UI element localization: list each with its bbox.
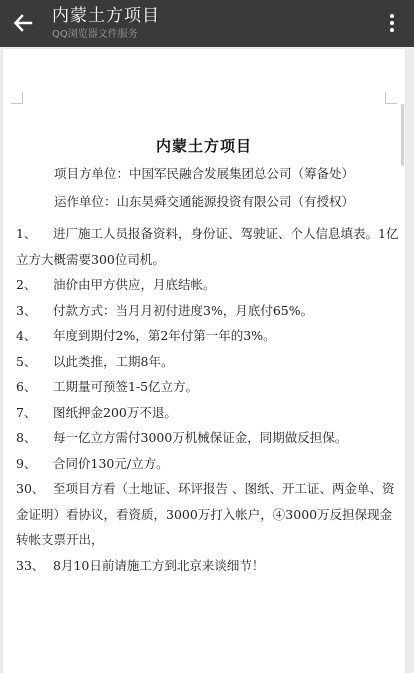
item-number: 4、 — [16, 328, 37, 343]
item-text: 至项目方看（土地证、环评报告 、图纸、开工证、两金单、资金证明）看协议，看资质，3000万打入帐户，④3000万反担保现金转帐支票开出， — [16, 481, 395, 547]
crop-mark-top-left — [11, 92, 23, 104]
operator-line: 运作单位：山东昊舜交通能源投资有限公司（有授权） — [53, 194, 354, 209]
item-text: 进厂施工人员报备资料，身份证、驾驶证、个人信息填表。1亿立方大概需要300位司机。 — [16, 226, 399, 267]
list-item — [16, 451, 400, 477]
item-text: 油价由甲方供应，月底结帐。 — [53, 277, 216, 292]
scrollbar[interactable] — [401, 104, 404, 166]
item-number: 5、 — [16, 353, 37, 369]
title-block — [52, 4, 352, 42]
document-title: 内蒙土方项目 — [155, 137, 252, 155]
project-owner-line: 项目方单位：中国军民融合发展集团总公司（筹备处） — [53, 166, 354, 181]
more-menu-button[interactable] — [380, 8, 404, 38]
list-item — [16, 553, 400, 579]
item-text: 付款方式：当月月初付进度3%，月底付65%。 — [53, 302, 314, 318]
back-button[interactable] — [6, 6, 40, 40]
arrow-left-icon — [13, 13, 33, 33]
more-vertical-icon — [389, 13, 395, 33]
item-number: 7、 — [16, 404, 37, 420]
item-text: 以此类推，工期8年。 — [53, 353, 174, 369]
item-text: 每一亿立方需付3000万机械保证金，同期做反担保。 — [53, 430, 348, 445]
item-number: 30、 — [16, 481, 45, 496]
item-number: 3、 — [16, 302, 37, 318]
item-number: 6、 — [16, 379, 37, 394]
item-text: 年度到期付2%，第2年付第一年的3%。 — [53, 328, 276, 343]
item-text: 图纸押金200万不退。 — [53, 404, 177, 420]
top-bar — [0, 0, 414, 47]
list-item — [16, 221, 400, 272]
item-number: 1、 — [16, 226, 37, 241]
page-title: 内蒙土方项目 — [52, 6, 160, 26]
item-number: 2、 — [16, 277, 37, 292]
document-page[interactable] — [3, 49, 405, 673]
item-text: 合同价130元/立方。 — [53, 455, 169, 471]
list-item — [16, 400, 400, 426]
item-text: 8月10日前请施工方到北京来谈细节！ — [53, 557, 265, 573]
item-number: 9、 — [16, 455, 37, 471]
list-item — [16, 298, 400, 324]
item-list — [16, 221, 400, 578]
list-item — [16, 323, 400, 349]
list-item — [16, 349, 400, 375]
item-number: 8、 — [16, 430, 37, 445]
list-item — [16, 476, 400, 553]
page-subtitle: QQ浏览器文件服务 — [52, 29, 138, 40]
item-number: 33、 — [16, 557, 45, 573]
list-item — [16, 272, 400, 298]
item-text: 工期量可预签1-5亿立方。 — [53, 379, 199, 394]
crop-mark-top-right — [385, 92, 397, 104]
list-item — [16, 425, 400, 451]
list-item — [16, 374, 400, 400]
